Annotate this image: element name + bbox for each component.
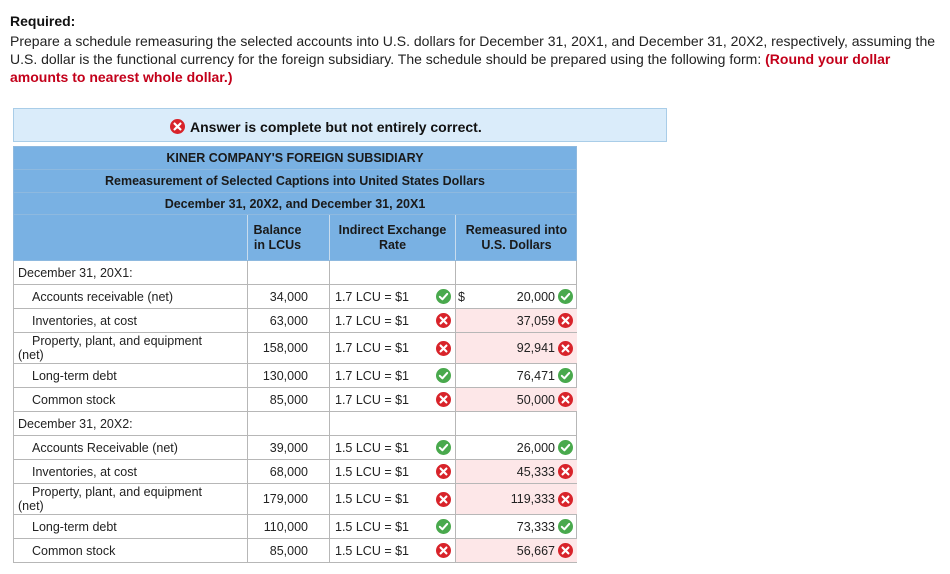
row-label: Inventories, at cost: [32, 313, 137, 328]
usd-value: 119,333: [510, 492, 555, 506]
balance-cell: [247, 261, 308, 284]
balance-input[interactable]: [247, 285, 308, 308]
rate-value: 1.7 LCU = $1: [335, 392, 410, 407]
remeasurement-table: [13, 146, 577, 563]
balance-value: 110,000: [263, 519, 308, 534]
rate-value: 1.5 LCU = $1: [335, 519, 410, 534]
balance-input[interactable]: [247, 309, 308, 332]
row-label: Long-term debt: [32, 368, 117, 383]
instructions: [10, 32, 945, 86]
rate-value: 1.5 LCU = $1: [335, 543, 410, 558]
usd-value: 56,667: [516, 543, 555, 558]
rate-input[interactable]: [329, 285, 455, 308]
row-label: Accounts receivable (net): [32, 289, 174, 304]
usd-value: 45,333: [516, 464, 555, 479]
balance-input[interactable]: [247, 460, 308, 483]
x-icon: [558, 464, 573, 479]
x-icon: [436, 464, 451, 479]
rate-input[interactable]: [329, 539, 455, 562]
row-label-line2: (net): [18, 499, 44, 513]
check-icon: [436, 289, 451, 304]
balance-value: 158,000: [262, 341, 308, 355]
row-label: [18, 484, 202, 515]
table-header: [13, 215, 577, 261]
x-icon: [436, 392, 451, 407]
row-label: Common stock: [32, 543, 116, 558]
x-icon: [436, 543, 451, 558]
check-icon: [436, 368, 451, 383]
table-row: [13, 515, 577, 539]
balance-value: 85,000: [269, 543, 308, 558]
balance-value: 85,000: [269, 392, 308, 407]
usd-value: 76,471: [516, 368, 555, 383]
usd-input[interactable]: [455, 484, 577, 514]
usd-value: 92,941: [516, 341, 555, 355]
rate-input[interactable]: [329, 515, 455, 538]
section-row: [13, 412, 577, 436]
usd-input[interactable]: [455, 309, 577, 332]
check-icon: [558, 440, 573, 455]
row-label: Common stock: [32, 392, 116, 407]
row-label-line1: Property, plant, and equipment: [32, 485, 203, 499]
usd-input[interactable]: [455, 388, 577, 411]
balance-input[interactable]: [247, 388, 308, 411]
rate-input[interactable]: [329, 333, 455, 363]
balance-value: 68,000: [269, 464, 308, 479]
balance-value: 179,000: [262, 492, 308, 506]
balance-value: 63,000: [269, 313, 308, 328]
section-label: December 31, 20X1:: [18, 265, 133, 280]
balance-value: 130,000: [262, 368, 308, 383]
table-row: [13, 309, 577, 333]
usd-cell: [455, 261, 577, 284]
rate-input[interactable]: [329, 364, 455, 387]
table-row: [13, 460, 577, 484]
row-label: Accounts Receivable (net): [32, 440, 178, 455]
rate-value: 1.5 LCU = $1: [335, 440, 410, 455]
balance-input[interactable]: [247, 364, 308, 387]
usd-input[interactable]: [455, 515, 577, 538]
balance-value: 39,000: [269, 440, 308, 455]
check-icon: [558, 289, 573, 304]
table-title-company: KINER COMPANY'S FOREIGN SUBSIDIARY: [13, 146, 577, 169]
table-row: [13, 333, 577, 364]
usd-input[interactable]: [455, 285, 577, 308]
table-title-dates: December 31, 20X2, and December 31, 20X1: [13, 192, 577, 215]
rate-value: 1.7 LCU = $1: [335, 289, 410, 304]
rate-value: 1.5 LCU = $1: [335, 492, 410, 506]
table-row: [13, 388, 577, 412]
row-label: Inventories, at cost: [32, 464, 137, 479]
table-title-description: Remeasurement of Selected Captions into United States Dollars: [13, 169, 577, 192]
x-icon: [436, 341, 451, 356]
section-label: December 31, 20X2:: [18, 416, 133, 431]
table-row: [13, 436, 577, 460]
usd-value: 20,000: [516, 289, 555, 304]
row-label-line2: (net): [18, 348, 44, 362]
row-label: [18, 333, 202, 364]
rate-value: 1.7 LCU = $1: [335, 368, 410, 383]
rate-value: 1.7 LCU = $1: [335, 313, 410, 328]
balance-cell: [247, 412, 308, 435]
usd-value: 37,059: [516, 313, 555, 328]
rate-input[interactable]: [329, 388, 455, 411]
check-icon: [558, 368, 573, 383]
usd-input[interactable]: [455, 460, 577, 483]
col-header-balance: Balance in LCUs: [247, 215, 307, 260]
round-note: (Round your dollar amounts to nearest whole dollar.): [10, 51, 891, 85]
usd-cell: [455, 412, 577, 435]
usd-value: 50,000: [516, 392, 555, 407]
rate-value: 1.7 LCU = $1: [335, 341, 410, 355]
rate-cell: [329, 412, 455, 435]
instructions-text: Prepare a schedule remeasuring the selected accounts into U.S. dollars for December 31, 20X1, and December 31, 20X2, respectively, assuming the U.S. dollar is the functional currency for the foreign subsidiary. The schedule should be prepared using the following form:: [10, 33, 936, 67]
balance-input[interactable]: [247, 539, 308, 562]
required-heading: Required:: [10, 13, 76, 29]
x-icon: [436, 492, 451, 507]
usd-value: 73,333: [516, 519, 555, 534]
answer-banner: [13, 108, 667, 142]
row-label: Long-term debt: [32, 519, 117, 534]
banner-message: Answer is complete but not entirely correct.: [190, 119, 482, 135]
usd-value: 26,000: [516, 440, 555, 455]
x-icon: [558, 313, 573, 328]
balance-input[interactable]: [247, 484, 308, 514]
check-icon: [558, 519, 573, 534]
balance-value: 34,000: [269, 289, 308, 304]
rate-input[interactable]: [329, 484, 455, 514]
usd-input[interactable]: [455, 364, 577, 387]
balance-input[interactable]: [247, 436, 308, 459]
x-icon: [436, 313, 451, 328]
table-row: [13, 539, 577, 563]
rate-cell: [329, 261, 455, 284]
table-row: [13, 364, 577, 388]
balance-input[interactable]: [247, 515, 308, 538]
usd-input[interactable]: [455, 333, 577, 363]
col-header-usd: Remeasured into U.S. Dollars: [455, 215, 577, 260]
check-icon: [436, 440, 451, 455]
check-icon: [436, 519, 451, 534]
section-row: [13, 261, 577, 285]
x-icon: [558, 392, 573, 407]
x-circle-icon: [170, 119, 185, 134]
usd-input[interactable]: [455, 539, 577, 562]
x-icon: [558, 492, 573, 507]
row-label-line1: Property, plant, and equipment: [32, 334, 203, 348]
table-row: [13, 484, 577, 515]
col-header-rate: Indirect Exchange Rate: [329, 215, 455, 260]
x-icon: [558, 341, 573, 356]
balance-input[interactable]: [247, 333, 308, 363]
rate-value: 1.5 LCU = $1: [335, 464, 410, 479]
rate-input[interactable]: [329, 436, 455, 459]
currency-symbol: $: [458, 289, 465, 304]
table-row: [13, 285, 577, 309]
rate-input[interactable]: [329, 309, 455, 332]
rate-input[interactable]: [329, 460, 455, 483]
usd-input[interactable]: [455, 436, 577, 459]
x-icon: [558, 543, 573, 558]
